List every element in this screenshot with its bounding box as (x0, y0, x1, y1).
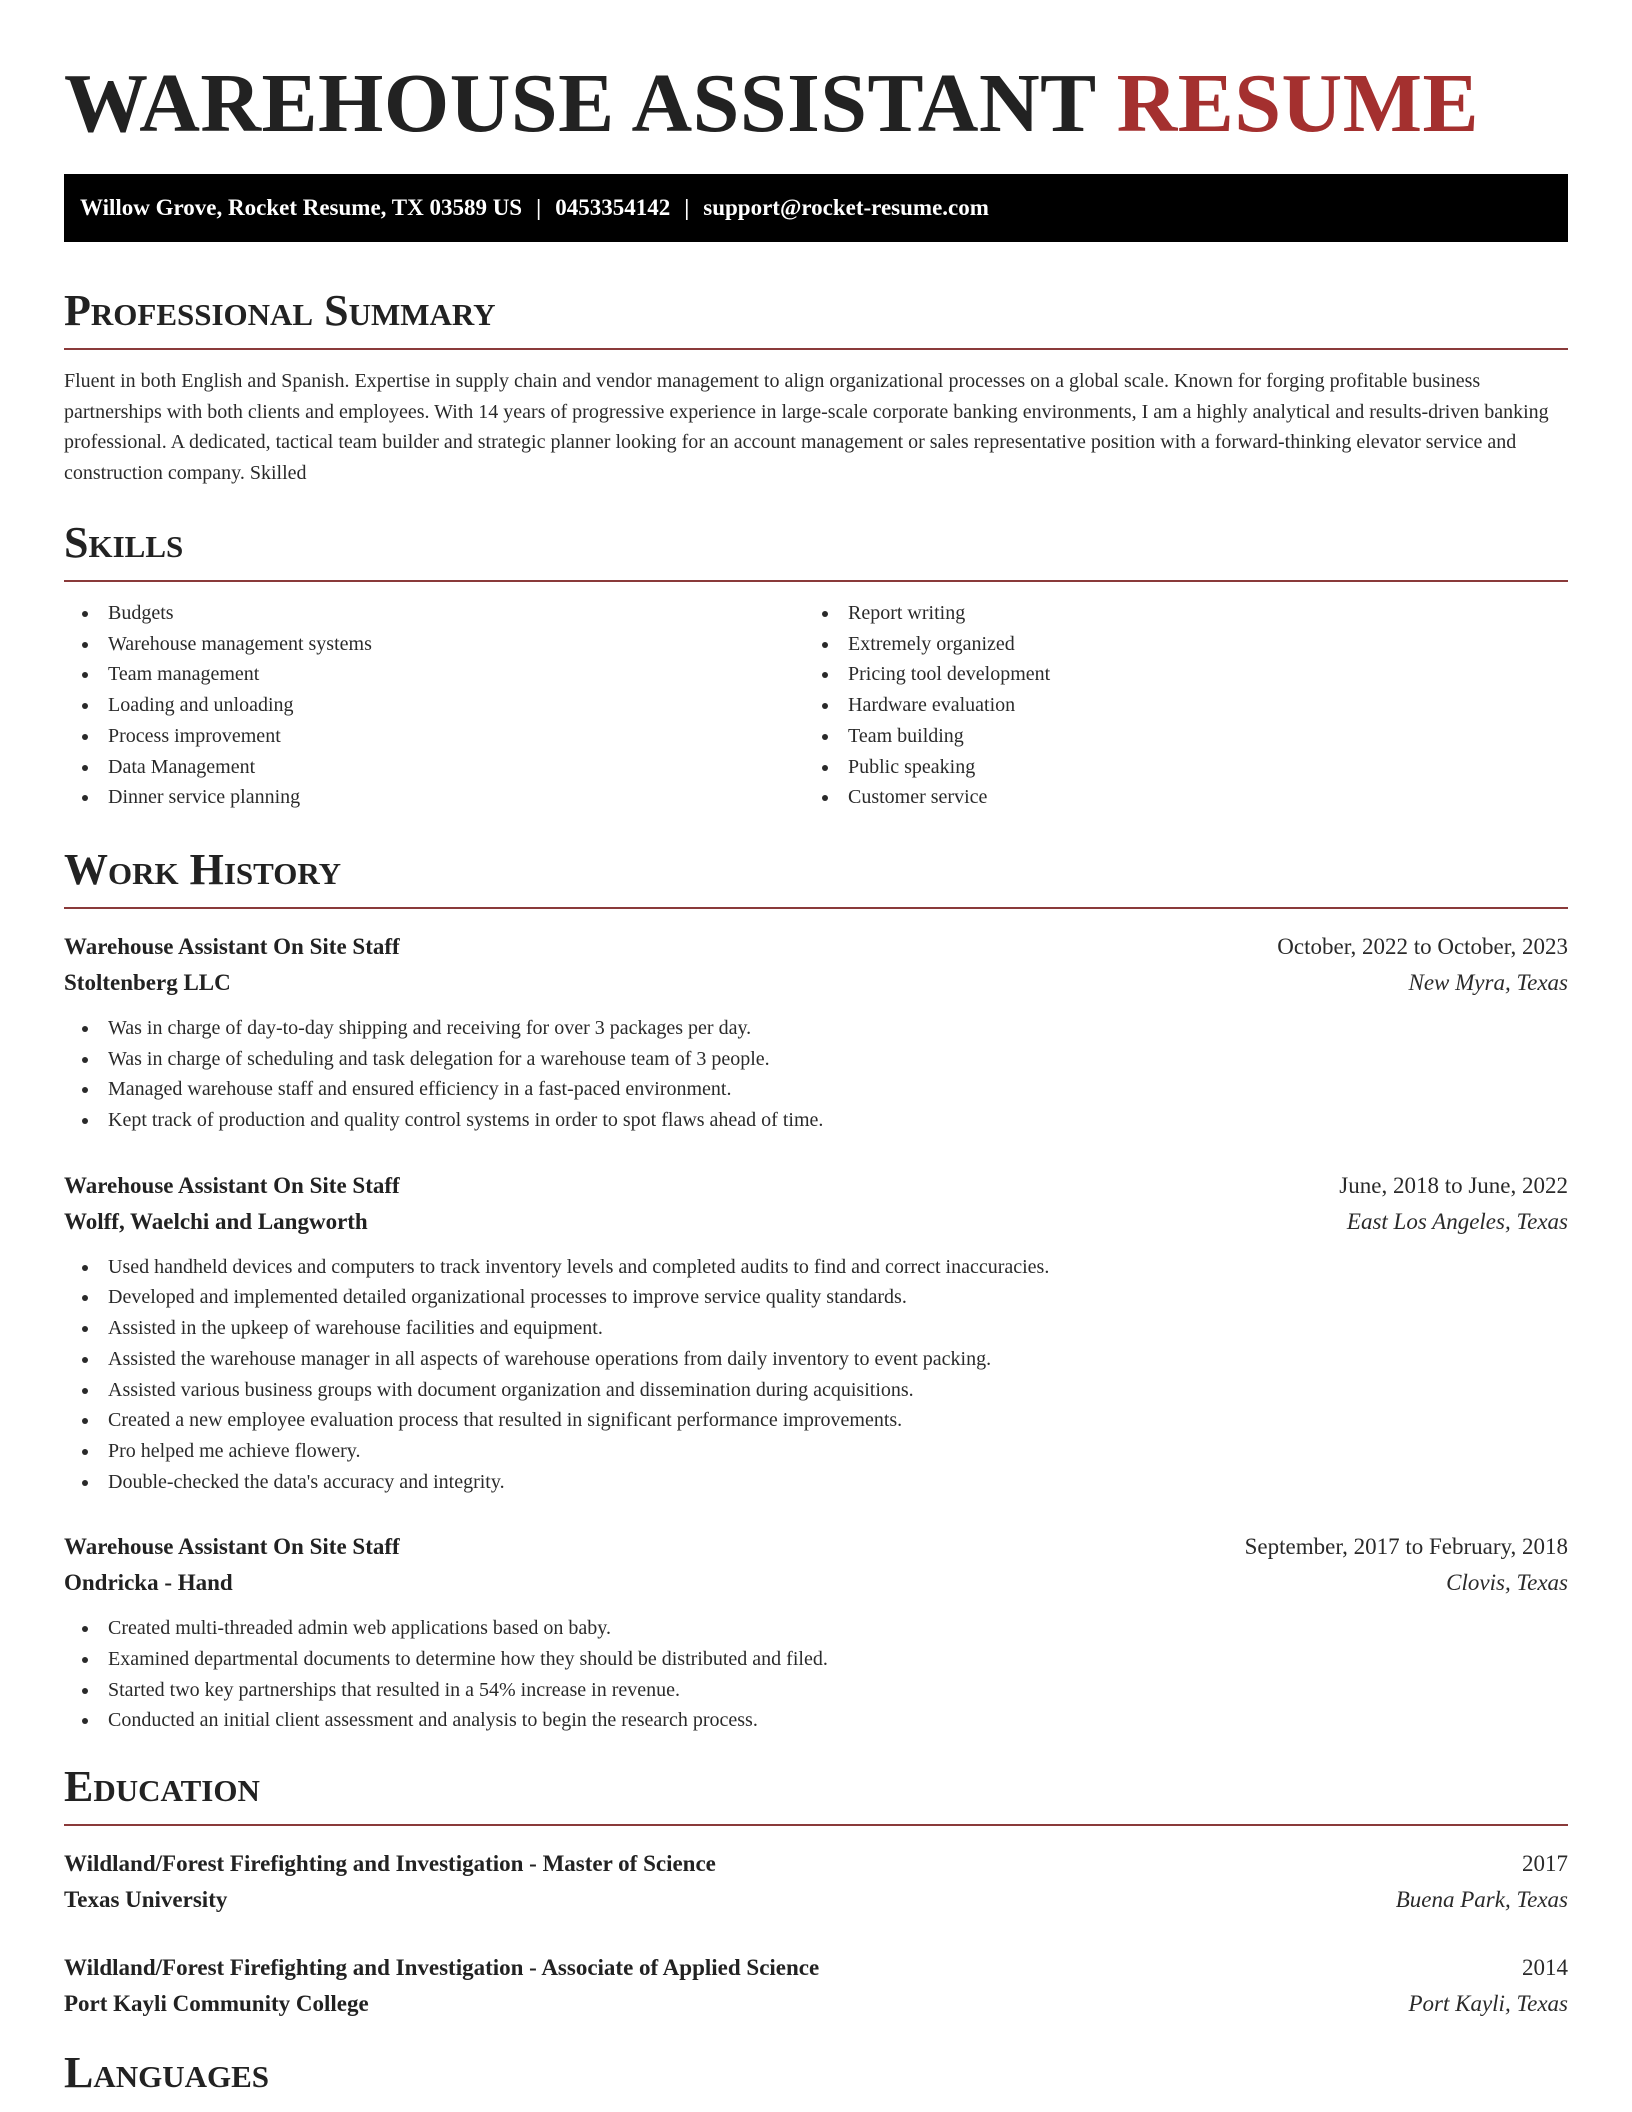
education-entry (64, 1950, 1568, 2022)
job-bullet: Started two key partnerships that resulted in a 54% increase in revenue. (64, 1675, 1568, 1706)
job-location: New Myra, Texas (1408, 969, 1568, 995)
education-location: Buena Park, Texas (1395, 1887, 1568, 1913)
job-dates: September, 2017 to February, 2018 (1244, 1534, 1568, 1560)
education-school-row (64, 1986, 1568, 2022)
job-bullet: Kept track of production and quality control systems in order to spot flaws ahead of time. (64, 1105, 1568, 1136)
job-location: Clovis, Texas (1446, 1570, 1568, 1596)
resume-title (64, 58, 1568, 150)
title-accent: RESUME (1116, 57, 1480, 150)
education-degree-row (64, 1950, 1568, 1986)
contact-phone: 0453354142 (555, 195, 671, 220)
job-location: East Los Angeles, Texas (1346, 1208, 1568, 1234)
education-degree: Wildland/Forest Firefighting and Investigation - Master of Science (64, 1851, 716, 1877)
job-dates: October, 2022 to October, 2023 (1277, 933, 1568, 959)
skill-item: Warehouse management systems (64, 629, 804, 660)
job-entry (64, 1168, 1568, 1498)
skill-item: Data Management (64, 752, 804, 783)
job-bullet: Pro helped me achieve flowery. (64, 1436, 1568, 1467)
job-company: Ondricka - Hand (64, 1570, 233, 1596)
job-bullet: Double-checked the data's accuracy and integrity. (64, 1467, 1568, 1498)
skill-item: Team management (64, 659, 804, 690)
job-bullet: Assisted various business groups with document organization and dissemination during acquisitions. (64, 1375, 1568, 1406)
skill-item: Pricing tool development (804, 659, 1544, 690)
job-header-row (64, 1168, 1568, 1204)
job-bullet: Was in charge of day-to-day shipping and receiving for over 3 packages per day. (64, 1013, 1568, 1044)
skill-item: Dinner service planning (64, 782, 804, 813)
job-header-row (64, 929, 1568, 965)
education-location: Port Kayli, Texas (1408, 1991, 1568, 2017)
summary-heading: Professional Summary (64, 286, 1568, 350)
job-bullet: Examined departmental documents to determine how they should be distributed and filed. (64, 1644, 1568, 1675)
job-bullet: Conducted an initial client assessment and analysis to begin the research process. (64, 1705, 1568, 1736)
contact-address: Willow Grove, Rocket Resume, TX 03589 US (80, 195, 523, 220)
contact-bar (64, 174, 1568, 242)
job-company: Stoltenberg LLC (64, 969, 231, 995)
skill-item: Budgets (64, 598, 804, 629)
skill-item: Report writing (804, 598, 1544, 629)
job-company-row (64, 965, 1568, 1001)
job-bullets (64, 1252, 1568, 1498)
job-entry (64, 929, 1568, 1136)
job-dates: June, 2018 to June, 2022 (1339, 1172, 1568, 1198)
education-school: Texas University (64, 1887, 228, 1913)
job-bullet: Assisted in the upkeep of warehouse facilities and equipment. (64, 1313, 1568, 1344)
job-bullet: Managed warehouse staff and ensured efficiency in a fast-paced environment. (64, 1074, 1568, 1105)
job-bullet: Assisted the warehouse manager in all aspects of warehouse operations from daily inventory to event packing. (64, 1344, 1568, 1375)
job-bullet: Was in charge of scheduling and task delegation for a warehouse team of 3 people. (64, 1044, 1568, 1075)
job-company: Wolff, Waelchi and Langworth (64, 1208, 368, 1234)
title-main: WAREHOUSE ASSISTANT (64, 57, 1096, 150)
education-entry (64, 1846, 1568, 1918)
work-history-heading: Work History (64, 845, 1568, 909)
education-school-row (64, 1882, 1568, 1918)
job-title: Warehouse Assistant On Site Staff (64, 933, 400, 959)
job-entry (64, 1529, 1568, 1736)
job-bullets (64, 1013, 1568, 1136)
education-year: 2014 (1522, 1955, 1568, 1981)
skill-item: Loading and unloading (64, 690, 804, 721)
skill-item: Extremely organized (804, 629, 1544, 660)
languages-heading: Languages (64, 2048, 270, 2098)
education-degree: Wildland/Forest Firefighting and Investigation - Associate of Applied Science (64, 1955, 820, 1981)
contact-email: support@rocket-resume.com (703, 195, 989, 220)
contact-separator: | (684, 195, 690, 220)
skills-list (64, 598, 1568, 813)
education-year: 2017 (1522, 1851, 1568, 1877)
skills-column-left (64, 598, 804, 813)
skill-item: Hardware evaluation (804, 690, 1544, 721)
resume-page (64, 0, 1568, 2110)
job-company-row (64, 1565, 1568, 1601)
job-title: Warehouse Assistant On Site Staff (64, 1534, 400, 1560)
job-bullet: Created multi-threaded admin web applications based on baby. (64, 1613, 1568, 1644)
skill-item: Team building (804, 721, 1544, 752)
job-title: Warehouse Assistant On Site Staff (64, 1172, 400, 1198)
skill-item: Customer service (804, 782, 1544, 813)
skills-column-right (804, 598, 1544, 813)
summary-text: Fluent in both English and Spanish. Expertise in supply chain and vendor management to align organizational processes on a global scale. Known for forging profitable business partnerships with both clients and employees. With 14 years of progressive experience in large-scale corporate banking environments, I am a highly analytical and results-driven banking professional. A dedicated, tactical team builder and strategic planner looking for an account management or sales representative position with a forward-thinking elevator service and construction company. Skilled (64, 370, 1549, 484)
skill-item: Process improvement (64, 721, 804, 752)
job-company-row (64, 1204, 1568, 1240)
job-bullets (64, 1613, 1568, 1736)
skill-item: Public speaking (804, 752, 1544, 783)
job-bullet: Used handheld devices and computers to track inventory levels and completed audits to find and correct inaccuracies. (64, 1252, 1568, 1283)
contact-separator: | (536, 195, 542, 220)
education-heading: Education (64, 1762, 1568, 1826)
skills-heading: Skills (64, 518, 1568, 582)
job-bullet: Created a new employee evaluation process that resulted in significant performance improvements. (64, 1405, 1568, 1436)
education-degree-row (64, 1846, 1568, 1882)
job-header-row (64, 1529, 1568, 1565)
education-school: Port Kayli Community College (64, 1991, 369, 2017)
job-bullet: Developed and implemented detailed organizational processes to improve service quality standards. (64, 1282, 1568, 1313)
